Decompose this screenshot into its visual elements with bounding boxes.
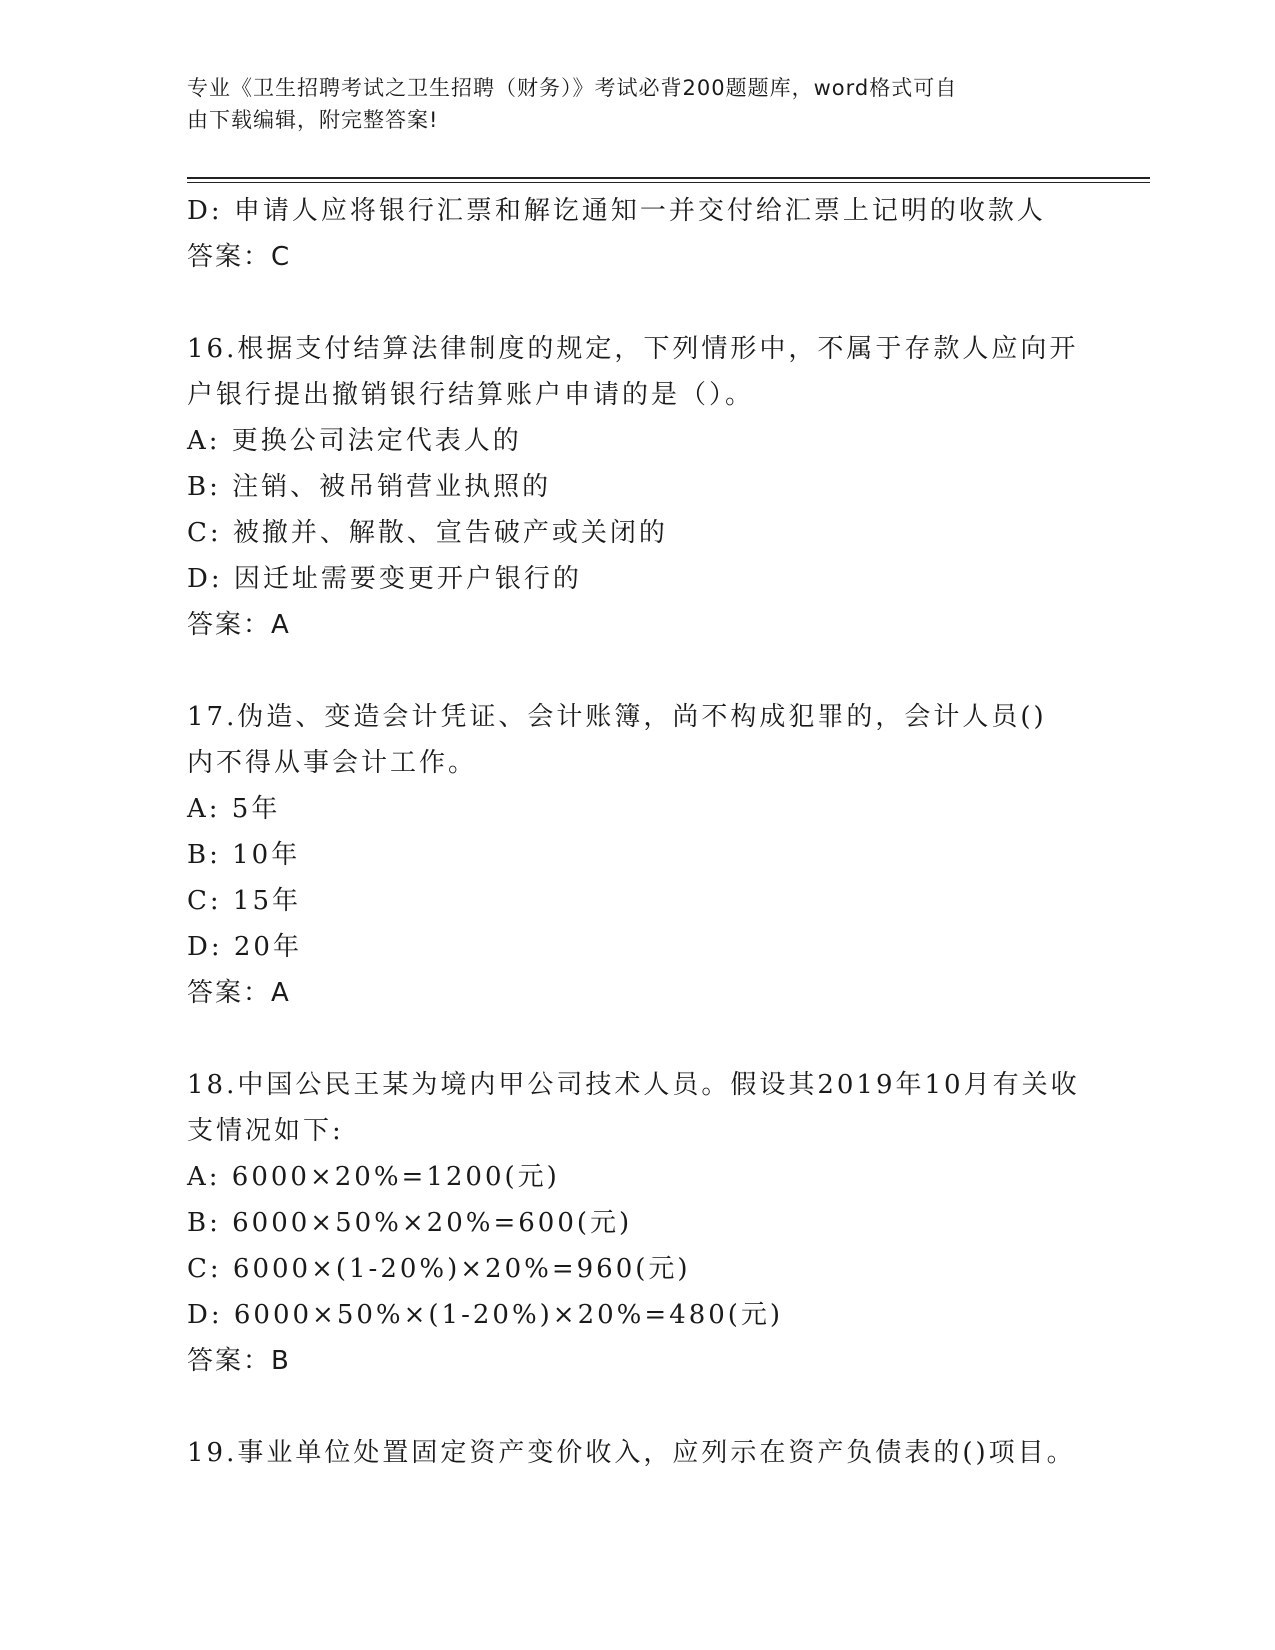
spacer [187, 1016, 1087, 1062]
question-16 [187, 326, 1087, 648]
header-line-2: 由下载编辑，附完整答案! [187, 108, 439, 132]
answer: 答案：A [187, 978, 291, 1008]
option-d: D: 6000×50%×(1-20%)×20%=480(元) [187, 1300, 784, 1330]
question-stem: 17.伪造、变造会计凭证、会计账簿，尚不构成犯罪的，会计人员() [187, 702, 1047, 732]
question-stem: 18.中国公民王某为境内甲公司技术人员。假设其2019年10月有关收 [187, 1070, 1080, 1100]
option-b: B: 6000×50%×20%=600(元) [187, 1208, 633, 1238]
spacer [187, 280, 1087, 326]
question-19 [187, 1430, 1087, 1476]
option-b: B: 注销、被吊销营业执照的 [187, 472, 552, 502]
option-a: A: 6000×20%=1200(元) [187, 1162, 560, 1192]
question-stem: 支情况如下: [187, 1116, 344, 1146]
option-b: B: 10年 [187, 840, 301, 870]
answer: 答案：C [187, 242, 292, 272]
header-rule-thin [187, 182, 1150, 183]
option-c: C: 6000×(1-20%)×20%=960(元) [187, 1254, 691, 1284]
option-a: A: 5年 [187, 794, 281, 824]
question-17 [187, 694, 1087, 1016]
question-stem: 19.事业单位处置固定资产变价收入，应列示在资产负债表的()项目。 [187, 1438, 1076, 1468]
question-list [187, 188, 1087, 1476]
option-d: D: 20年 [187, 932, 302, 962]
question-stem: 16.根据支付结算法律制度的规定，下列情形中，不属于存款人应向开 [187, 334, 1079, 364]
question-15 [187, 188, 1087, 280]
spacer [187, 648, 1087, 694]
header-line-1: 专业《卫生招聘考试之卫生招聘（财务）》考试必背200题题库，word格式可自 [187, 76, 958, 100]
answer: 答案：A [187, 610, 291, 640]
option-d: D: 因迁址需要变更开户银行的 [187, 564, 582, 594]
header-rule-thick [187, 177, 1150, 179]
option-c: C: 被撤并、解散、宣告破产或关闭的 [187, 518, 668, 548]
document-header [187, 72, 1087, 136]
option-c: C: 15年 [187, 886, 302, 916]
question-18 [187, 1062, 1087, 1384]
option-d: D: 申请人应将银行汇票和解讫通知一并交付给汇票上记明的收款人 [187, 196, 1046, 226]
answer: 答案：B [187, 1346, 291, 1376]
spacer [187, 1384, 1087, 1430]
question-stem: 户银行提出撤销银行结算账户申请的是（）。 [187, 380, 755, 410]
question-stem: 内不得从事会计工作。 [187, 748, 478, 778]
option-a: A: 更换公司法定代表人的 [187, 426, 522, 456]
